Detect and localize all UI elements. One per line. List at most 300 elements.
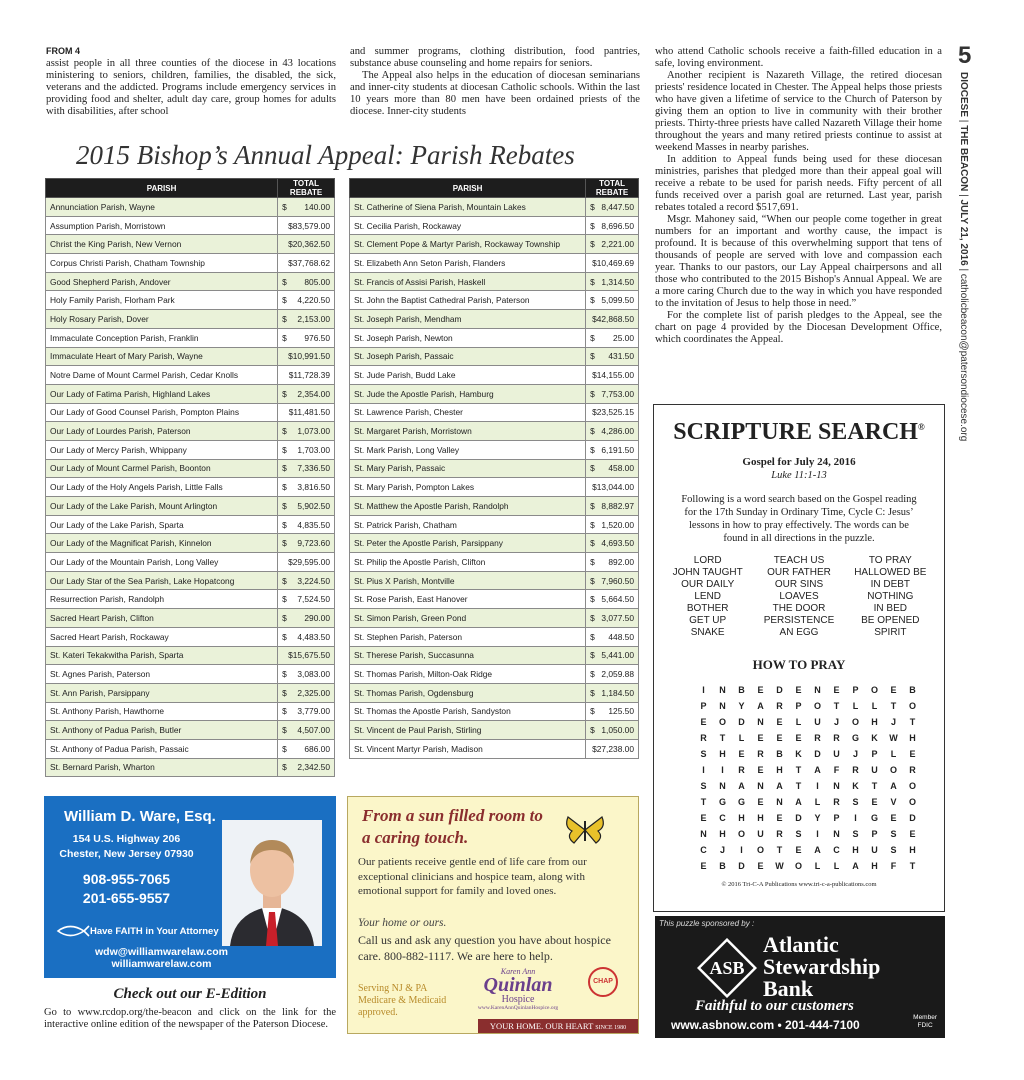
grid-letter: A <box>814 765 821 775</box>
table-row <box>46 310 335 329</box>
grid-letter: R <box>814 733 821 743</box>
grid-letter: N <box>719 685 726 695</box>
currency-sign: $ <box>590 295 595 306</box>
puzzle-intro: Following is a word search based on the Gospel reading for the 17th Sunday in Ordinary Time, Cycle C: Jesus’ lessons in how to pray effectively. The words can be found in all directions in the puzzle. <box>681 494 917 544</box>
column-header-total: TOTAL REBATE <box>278 179 335 198</box>
rebate-amount <box>586 291 639 310</box>
grid-letter: E <box>890 813 897 823</box>
grid-letter: E <box>795 685 802 695</box>
rebate-amount <box>278 515 335 534</box>
parish-name: St. Matthew the Apostle Parish, Randolph <box>350 497 586 516</box>
table-row <box>46 347 335 366</box>
amount-value: 7,524.50 <box>297 594 330 605</box>
rebate-amount <box>586 590 639 609</box>
amount-value: $37,768.62 <box>288 257 330 268</box>
rebate-amount <box>278 497 335 516</box>
table-row <box>46 459 335 478</box>
table-row <box>350 216 639 235</box>
table-row <box>350 403 639 422</box>
search-word: TEACH US <box>773 555 825 566</box>
currency-sign: $ <box>282 388 287 399</box>
search-word: OUR DAILY <box>681 579 735 590</box>
lawyer-ad[interactable] <box>44 796 336 978</box>
parish-name: Our Lady of the Lake Parish, Sparta <box>46 515 278 534</box>
grid-letter: L <box>795 717 802 727</box>
rebate-amount <box>586 683 639 702</box>
grid-letter: D <box>814 749 821 759</box>
grid-letter: D <box>776 685 783 695</box>
grid-letter: J <box>833 717 839 727</box>
grid-letter: E <box>700 813 707 823</box>
parish-name: St. Thomas Parish, Milton-Oak Ridge <box>350 665 586 684</box>
table-row <box>46 384 335 403</box>
parish-name: Annunciation Parish, Wayne <box>46 198 278 217</box>
rebate-amount <box>278 571 335 590</box>
scripture-search-title: SCRIPTURE SEARCH® <box>673 419 925 445</box>
rebate-amount <box>586 440 639 459</box>
currency-sign: $ <box>282 762 287 773</box>
grid-letter: D <box>909 813 916 823</box>
amount-value: 1,520.00 <box>601 519 634 530</box>
lawyer-email[interactable]: wdw@williamwarelaw.com <box>95 946 228 958</box>
grid-letter: F <box>890 861 897 871</box>
grid-letter: B <box>776 749 783 759</box>
grid-letter: H <box>909 845 916 855</box>
parish-name: St. Margaret Parish, Morristown <box>350 422 586 441</box>
amount-value: 4,507.00 <box>297 725 330 736</box>
grid-letter: I <box>740 845 743 855</box>
search-word: PERSISTENCE <box>763 615 835 626</box>
table-row <box>46 235 335 254</box>
grid-letter: A <box>738 781 745 791</box>
grid-letter: H <box>871 861 878 871</box>
amount-value: 4,483.50 <box>297 631 330 642</box>
parish-name: St. Pius X Parish, Montville <box>350 571 586 590</box>
bank-name: Atlantic Stewardship Bank <box>763 932 881 1001</box>
rebate-amount <box>278 702 335 721</box>
parish-name: Our Lady of the Mountain Parish, Long Valley <box>46 553 278 572</box>
grid-letter: T <box>795 781 802 791</box>
amount-value: $11,728.39 <box>288 370 330 381</box>
amount-value: 3,779.00 <box>297 706 330 717</box>
parish-name: St. Anthony of Padua Parish, Passaic <box>46 739 278 758</box>
grid-letter: O <box>908 781 916 791</box>
table-row <box>350 347 639 366</box>
rebate-amount <box>278 683 335 702</box>
grid-letter: N <box>814 685 821 695</box>
grid-letter: J <box>890 717 896 727</box>
lawyer-website[interactable]: williamwarelaw.com <box>111 958 212 970</box>
grid-letter: W <box>775 861 784 871</box>
rebate-amount <box>278 440 335 459</box>
grid-letter: N <box>776 797 783 807</box>
parish-name: St. Mary Parish, Passaic <box>350 459 586 478</box>
currency-sign: $ <box>590 332 595 343</box>
gospel-date: Gospel for July 24, 2016 <box>742 456 856 468</box>
parish-name: Good Shepherd Parish, Andover <box>46 272 278 291</box>
parish-name: St. Simon Parish, Green Pond <box>350 609 586 628</box>
grid-letter: Y <box>738 701 745 711</box>
lawyer-contact <box>44 946 279 970</box>
grid-letter: H <box>871 717 878 727</box>
page-title: 2015 Bishop’s Annual Appeal: Parish Rebates <box>76 140 575 170</box>
currency-sign: $ <box>590 725 595 736</box>
grid-letter: B <box>738 685 745 695</box>
hospice-body: Our patients receive gentle end of life care from our exceptional clinicians and hospice team, along with emotional support for family and loved ones. <box>358 856 587 897</box>
search-word: JOHN TAUGHT <box>672 567 743 578</box>
table-row <box>46 291 335 310</box>
currency-sign: $ <box>590 388 595 399</box>
article-paragraph: For the complete list of parish pledges to the Appeal, see the chart on page 4 provided by the Diocesan Development Office, which coordinates the Appeal. <box>655 310 942 345</box>
grid-letter: O <box>889 765 897 775</box>
parish-name: Corpus Christi Parish, Chatham Township <box>46 254 278 273</box>
article-paragraph: Msgr. Mahoney said, “When our people come together in great numbers for an important and worthy cause, the impact is profound. It is because of this overwhelming support that tens of thousands of people are served with love and compassion each year. Thanks to our pastors, our Lay Appeal chairpersons and all those who contributed to the 2015 Bishop's Annual Appeal. We are a more caring Church due to the way in which you have responded to the invitation of Jesus to help those in need.” <box>655 214 942 309</box>
grid-letter: T <box>795 765 802 775</box>
grid-letter: I <box>854 813 857 823</box>
parish-name: Resurrection Parish, Randolph <box>46 590 278 609</box>
currency-sign: $ <box>590 519 595 530</box>
e-edition-title[interactable]: Check out our E-Edition <box>113 986 267 1002</box>
parish-name: Our Lady of the Magnificat Parish, Kinnelon <box>46 534 278 553</box>
continued-from-label: FROM 4 <box>46 46 81 56</box>
amount-value: $15,675.50 <box>288 650 330 661</box>
table-row <box>350 328 639 347</box>
search-word: LORD <box>693 555 722 566</box>
grid-letter: E <box>795 733 802 743</box>
currency-sign: $ <box>590 444 595 455</box>
parish-name: Our Lady of Good Counsel Parish, Pompton Plains <box>46 403 278 422</box>
grid-letter: S <box>795 829 802 839</box>
contact-email[interactable]: catholicbeacon@patersondiocese.org <box>958 273 969 442</box>
amount-value: 976.50 <box>304 332 330 343</box>
grid-letter: N <box>719 781 726 791</box>
grid-letter: G <box>737 797 745 807</box>
parish-name: St. Rose Parish, East Hanover <box>350 590 586 609</box>
parish-name: St. John the Baptist Cathedral Parish, Paterson <box>350 291 586 310</box>
currency-sign: $ <box>590 239 595 250</box>
grid-letter: S <box>890 845 897 855</box>
rebate-amount <box>586 739 639 758</box>
rebate-amount <box>278 590 335 609</box>
table-row <box>350 702 639 721</box>
parish-name: St. Joseph Parish, Mendham <box>350 310 586 329</box>
lawyer-name: William D. Ware, Esq. <box>64 808 216 825</box>
search-word: BE OPENED <box>861 615 920 626</box>
parish-name: St. Cecilia Parish, Rockaway <box>350 216 586 235</box>
puzzle-copyright: © 2016 Tri-C-A Publications www.tri-c-a-publications.com <box>721 881 877 888</box>
grid-letter: S <box>852 829 859 839</box>
amount-value: 125.50 <box>608 706 634 717</box>
grid-letter: O <box>737 829 745 839</box>
amount-value: $27,238.00 <box>592 743 634 754</box>
currency-sign: $ <box>590 650 595 661</box>
grid-letter: R <box>700 733 707 743</box>
amount-value: 3,077.50 <box>601 612 634 623</box>
column-header-parish: PARISH <box>46 179 278 198</box>
table-row <box>46 366 335 385</box>
table-row <box>350 198 639 217</box>
currency-sign: $ <box>590 538 595 549</box>
currency-sign: $ <box>590 612 595 623</box>
grid-letter: A <box>795 797 802 807</box>
hospice-logo: Karen Ann Quinlan Hospice www.KarenAnnQuinlanHospice.org <box>477 967 559 1011</box>
search-word: LOAVES <box>779 591 819 602</box>
table-row <box>46 254 335 273</box>
grid-letter: U <box>757 829 764 839</box>
table-row <box>350 683 639 702</box>
currency-sign: $ <box>282 426 287 437</box>
parish-name: St. Anthony Parish, Hawthorne <box>46 702 278 721</box>
grid-letter: A <box>757 701 764 711</box>
rebate-amount <box>278 422 335 441</box>
gospel-reference: Luke 11:1-13 <box>771 470 827 481</box>
rebate-amount <box>278 384 335 403</box>
grid-letter: R <box>833 733 840 743</box>
grid-letter: K <box>871 733 878 743</box>
table-row <box>350 310 639 329</box>
rebate-amount <box>586 272 639 291</box>
hospice-ad[interactable] <box>347 796 639 1034</box>
parish-name: Our Lady of Fatima Parish, Highland Lakes <box>46 384 278 403</box>
amount-value: $83,579.00 <box>288 220 330 231</box>
amount-value: 6,191.50 <box>601 444 634 455</box>
table-row <box>46 403 335 422</box>
amount-value: $11,481.50 <box>288 407 330 418</box>
rebate-amount <box>278 553 335 572</box>
grid-letter: S <box>700 781 707 791</box>
article-paragraph: who attend Catholic schools receive a faith-filled education in a safe, loving environment. <box>655 46 942 69</box>
table-row <box>46 440 335 459</box>
amount-value: 5,099.50 <box>601 295 634 306</box>
grid-letter: O <box>813 701 821 711</box>
grid-letter: A <box>776 781 783 791</box>
parish-name: Our Lady of the Holy Angels Parish, Little Falls <box>46 478 278 497</box>
parish-name: St. Thomas the Apostle Parish, Sandyston <box>350 702 586 721</box>
rebate-amount <box>586 553 639 572</box>
search-word: HALLOWED BE <box>854 567 927 578</box>
grid-letter: L <box>738 733 745 743</box>
section-name: DIOCESE <box>958 72 969 118</box>
grid-letter: E <box>700 861 707 871</box>
table-row <box>350 534 639 553</box>
grid-letter: B <box>909 685 916 695</box>
amount-value: 4,693.50 <box>601 538 634 549</box>
search-word: TO PRAY <box>868 555 912 566</box>
amount-value: 1,050.00 <box>601 725 634 736</box>
table-row <box>350 272 639 291</box>
amount-value: 448.50 <box>608 631 634 642</box>
parish-name: St. Elizabeth Ann Seton Parish, Flanders <box>350 254 586 273</box>
currency-sign: $ <box>282 463 287 474</box>
amount-value: 3,083.00 <box>297 669 330 680</box>
grid-letter: V <box>890 797 897 807</box>
grid-letter: O <box>908 797 916 807</box>
rebate-amount <box>586 497 639 516</box>
grid-letter: E <box>776 733 783 743</box>
currency-sign: $ <box>282 631 287 642</box>
grid-letter: P <box>871 749 878 759</box>
table-row <box>46 328 335 347</box>
grid-letter: H <box>738 813 745 823</box>
hospice-call: Call us and ask any question you have about hospice care. 800-882-1117. We are here to help. <box>358 933 611 963</box>
rebate-amount <box>278 758 335 777</box>
amount-value: $42,868.50 <box>592 313 634 324</box>
currency-sign: $ <box>282 706 287 717</box>
grid-letter: O <box>718 717 726 727</box>
grid-letter: L <box>890 749 897 759</box>
search-word: BOTHER <box>686 603 729 614</box>
rebate-amount <box>278 272 335 291</box>
grid-letter: I <box>816 829 819 839</box>
page-sidebar <box>944 42 978 462</box>
table-row <box>350 571 639 590</box>
bank-contact[interactable]: www.asbnow.com • 201-444-7100 <box>671 1018 860 1032</box>
parish-name: Christ the King Parish, New Vernon <box>46 235 278 254</box>
parish-name: St. Anthony of Padua Parish, Butler <box>46 721 278 740</box>
parish-name: St. Agnes Parish, Paterson <box>46 665 278 684</box>
currency-sign: $ <box>590 426 595 437</box>
rebate-amount <box>278 665 335 684</box>
grid-letter: P <box>833 813 840 823</box>
amount-value: 8,696.50 <box>601 220 634 231</box>
currency-sign: $ <box>282 500 287 511</box>
grid-letter: D <box>795 813 802 823</box>
lawyer-portrait-icon <box>222 820 322 946</box>
grid-letter: T <box>833 701 840 711</box>
grid-letter: F <box>833 765 840 775</box>
hospice-serving: Serving NJ & PA Medicare & Medicaid approved. <box>358 983 447 1018</box>
table-row <box>350 254 639 273</box>
grid-letter: O <box>794 861 802 871</box>
grid-letter: T <box>909 717 916 727</box>
table-row <box>46 198 335 217</box>
table-row <box>46 553 335 572</box>
grid-letter: E <box>757 685 764 695</box>
table-row <box>46 272 335 291</box>
parish-name: Immaculate Heart of Mary Parish, Wayne <box>46 347 278 366</box>
rebate-amount <box>586 478 639 497</box>
grid-letter: G <box>718 797 726 807</box>
currency-sign: $ <box>282 725 287 736</box>
grid-letter: E <box>738 749 745 759</box>
amount-value: 2,354.00 <box>297 388 330 399</box>
grid-letter: H <box>776 765 783 775</box>
grid-letter: D <box>738 717 745 727</box>
rebate-amount <box>278 310 335 329</box>
grid-letter: N <box>719 701 726 711</box>
bank-ad[interactable] <box>655 916 945 1038</box>
rebate-amount <box>586 235 639 254</box>
currency-sign: $ <box>282 482 287 493</box>
rebate-amount <box>586 571 639 590</box>
currency-sign: $ <box>282 295 287 306</box>
currency-sign: $ <box>590 669 595 680</box>
rebate-amount <box>278 198 335 217</box>
currency-sign: $ <box>282 612 287 623</box>
grid-letter: R <box>776 829 783 839</box>
parish-name: St. Ann Parish, Parsippany <box>46 683 278 702</box>
rebate-amount <box>278 366 335 385</box>
currency-sign: $ <box>590 351 595 362</box>
amount-value: 686.00 <box>304 743 330 754</box>
amount-value: 2,153.00 <box>297 313 330 324</box>
grid-letter: I <box>702 685 705 695</box>
amount-value: 458.00 <box>608 463 634 474</box>
issue-date: JULY 21, 2016 <box>958 199 969 266</box>
table-row <box>350 627 639 646</box>
currency-sign: $ <box>590 575 595 586</box>
parish-name: St. Vincent de Paul Parish, Stirling <box>350 721 586 740</box>
amount-value: 2,221.00 <box>601 239 634 250</box>
parish-name: Notre Dame of Mount Carmel Parish, Cedar Knolls <box>46 366 278 385</box>
parish-name: St. Thomas Parish, Ogdensburg <box>350 683 586 702</box>
parish-name: St. Clement Pope & Martyr Parish, Rockaway Township <box>350 235 586 254</box>
table-row <box>350 440 639 459</box>
grid-letter: I <box>702 765 705 775</box>
grid-letter: E <box>757 733 764 743</box>
grid-letter: U <box>814 717 821 727</box>
currency-sign: $ <box>282 575 287 586</box>
amount-value: 3,224.50 <box>297 575 330 586</box>
grid-letter: N <box>833 781 840 791</box>
currency-sign: $ <box>282 538 287 549</box>
search-word: NOTHING <box>867 591 914 602</box>
rebate-amount <box>278 627 335 646</box>
rebate-amount <box>586 459 639 478</box>
amount-value: 4,835.50 <box>297 519 330 530</box>
grid-letter: S <box>852 797 859 807</box>
hospice-footer: YOUR HOME. OUR HEART SINCE 1980 <box>478 1019 638 1033</box>
article-paragraph: and summer programs, clothing distribution, food pantries, substance abuse counseling and home repairs for seniors. <box>350 46 640 69</box>
parish-name: St. Patrick Parish, Chatham <box>350 515 586 534</box>
currency-sign: $ <box>590 594 595 605</box>
bank-logo-letters: ASB <box>709 958 745 978</box>
parish-name: St. Joseph Parish, Newton <box>350 328 586 347</box>
grid-letter: E <box>757 797 764 807</box>
search-word: THE DOOR <box>772 603 826 614</box>
amount-value: 290.00 <box>304 612 330 623</box>
puzzle-title: HOW TO PRAY <box>752 657 846 672</box>
parish-name: St. Peter the Apostle Parish, Parsippany <box>350 534 586 553</box>
search-word: IN DEBT <box>870 579 911 590</box>
amount-value: 892.00 <box>608 556 634 567</box>
amount-value: $14,155.00 <box>592 370 634 381</box>
amount-value: 2,325.00 <box>297 687 330 698</box>
grid-letter: H <box>719 749 726 759</box>
table-row <box>46 646 335 665</box>
grid-letter: N <box>757 717 764 727</box>
amount-value: 431.50 <box>608 351 634 362</box>
table-row <box>350 235 639 254</box>
table-row <box>350 459 639 478</box>
search-word: GET UP <box>689 615 727 626</box>
grid-letter: B <box>719 861 726 871</box>
currency-sign: $ <box>590 463 595 474</box>
table-row <box>350 291 639 310</box>
grid-letter: K <box>852 781 859 791</box>
rebate-amount <box>278 254 335 273</box>
parish-name: St. Philip the Apostle Parish, Clifton <box>350 553 586 572</box>
parish-name: St. Jude Parish, Budd Lake <box>350 366 586 385</box>
grid-letter: S <box>700 749 707 759</box>
grid-letter: E <box>795 845 802 855</box>
table-row <box>350 590 639 609</box>
grid-letter: R <box>738 765 745 775</box>
currency-sign: $ <box>590 631 595 642</box>
parish-name: St. Catherine of Siena Parish, Mountain Lakes <box>350 198 586 217</box>
currency-sign: $ <box>282 687 287 698</box>
amount-value: $10,991.50 <box>288 351 330 362</box>
